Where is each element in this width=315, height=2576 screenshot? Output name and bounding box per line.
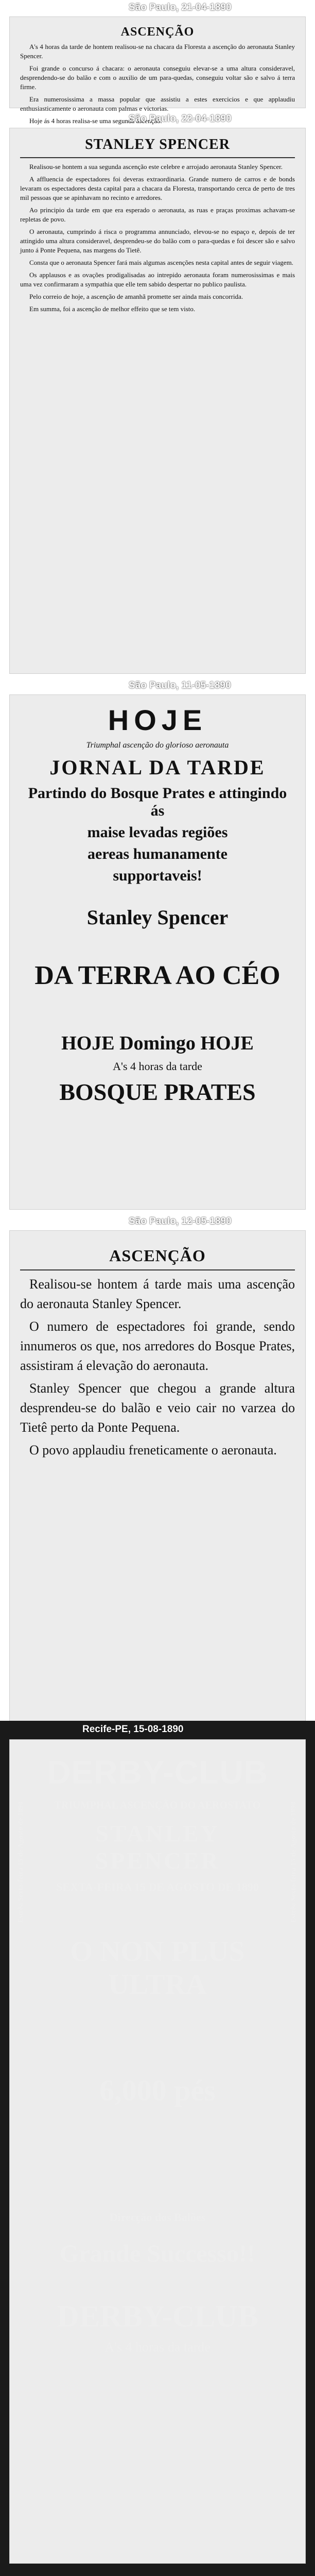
ad-line: HOJE Domingo HOJE <box>61 1032 254 1054</box>
ad-line: supportaveis! <box>113 867 202 884</box>
paragraph: Foi grande o concurso á chacara: o aeronauta conseguiu elevar-se a uma altura consideravel, desprendendo-se do balão e com o auxilio de um para-quedas, conseguiu voltar são e salvo á terra firme. <box>20 64 295 91</box>
ad-line: DERBY-CLUB <box>57 2299 258 2333</box>
paragraph: Hoje ás 4 horas realisa-se uma segunda ascenção. <box>29 117 162 125</box>
ad-line: A's 4 horas da tarde <box>113 1060 202 1073</box>
paragraph: O numero de espectadores foi grande, sendo innumeros os que, nos arredores do Bosque Prates, assistiram á elevação do aeronauta. <box>20 1319 295 1373</box>
paragraph: Pelo correio de hoje, a ascenção de amanhã promette ser ainda mais concorrida. <box>29 293 243 300</box>
paragraph: Consta que o aeronauta Spencer fará mais algumas ascenções nesta capital antes de seguir viagem. <box>29 259 293 266</box>
clip-title: STANLEY SPENCER <box>85 137 230 152</box>
ad-line: Stanley Spencer <box>86 906 229 929</box>
clipping <box>9 1230 306 1725</box>
ad-line: SEXTA-FEIRA 15 DE AGOSTO DE 1890 <box>56 1880 259 1893</box>
paragraph: Stanley Spencer que chegou a grande altura desprendeu-se do balão e veio cair no varzea do Tietê perto da Ponte Pequena. <box>20 1381 295 1435</box>
clipping <box>9 694 306 1210</box>
divider <box>20 157 295 158</box>
clip-date: São Paulo, 22-04-1890 <box>129 113 232 124</box>
ad-line: 6,000 pés <box>99 2074 216 2107</box>
side-text: Estrêa Sexta-feira 15 de Agosto de 1890 <box>290 1802 297 1923</box>
ad-line: O NON PLUS ULTRA <box>70 1936 245 2001</box>
clip-title: ASCENÇÃO <box>120 25 195 39</box>
paragraph: Ao principio da tarde em que era esperado o aeronauta, as ruas e praças proximas achavam-se repletas de povo. <box>20 206 295 223</box>
paragraph: Era numerosissima a massa popular que assistiu a estes exercicios e que applaudiu enthusiasticamente o aeronauta com palmas e victorias. <box>20 95 295 112</box>
clip-3 <box>0 680 315 1210</box>
clip-date: Recife-PE, 15-08-1890 <box>82 1724 184 1735</box>
divider <box>20 1269 295 1270</box>
ad-line: BOSQUE PRATES <box>59 1079 256 1105</box>
paragraph: Realisou-se hontem a sua segunda ascenção este celebre e arrojado aeronauta Stanley Spencer. <box>29 163 283 171</box>
paragraph: Os applausos e as ovações prodigalisadas ao intrepido aeronauta foram numerosissimas e mais uma vez confirmaram a sympathia que elle tem sabido despertar no publico paulista. <box>20 271 295 288</box>
paragraph: Realisou-se hontem á tarde mais uma ascenção do aeronauta Stanley Spencer. <box>20 1277 295 1311</box>
paragraph: O povo applaudiu freneticamente o aeronauta. <box>29 1443 277 1458</box>
ad-line: JORNAL DA TARDE <box>49 756 266 779</box>
ad-line: DA TERRA AO CÉO <box>34 961 281 990</box>
clip-2 <box>0 113 315 674</box>
ad-line: A's 4 horas da tarde <box>104 2340 211 2354</box>
clip-5 <box>0 1721 315 2576</box>
ad-line: Grande Successo!! <box>60 2240 255 2267</box>
clip-date: São Paulo, 12-05-1890 <box>129 1216 232 1227</box>
clip-title: ASCENÇÃO <box>109 1246 206 1265</box>
clip-4 <box>0 1216 315 1725</box>
clipping <box>9 1739 306 2564</box>
clip-date: São Paulo, 11-05-1890 <box>129 680 231 691</box>
side-text: Estrêa Sexta-feira 15 de Agosto de 1890 <box>17 1802 25 1923</box>
ad-line: Partindo do Bosque Prates e attingindo ás <box>28 785 287 819</box>
paragraph: Em summa, foi a ascenção de melhor effeito que se tem visto. <box>29 305 196 313</box>
ad-line: TRIUMPHAL ASCENÇÃO DO AEROSTATO <box>54 1800 261 1811</box>
paragraph: A's 4 horas da tarde de hontem realisou-se na chacara da Floresta a ascenção do aeronauta Stanley Spencer. <box>20 43 295 60</box>
ad-line: Direcção dos Balões <box>109 2211 206 2224</box>
paragraph: A affluencia de espectadores foi deveras extraordinaria. Grande numero de carros e de bonds levaram os espectadores desta capital para a chacara da Floresta, transportando cerca de perto de tres mil pessoas que se apinhavam no recinto e arredores. <box>20 175 295 201</box>
ad-line: Triumphal ascenção do glorioso aeronauta <box>86 741 229 750</box>
paragraph: O aeronauta, cumprindo á risca o programma annunciado, elevou-se no espaço e, depois de ter attingido uma altura consideravel, desprendeu-se do balão com o para-quedas e foi descer são e salvo junto á Ponte Pequena, nas margens do Tietê. <box>20 228 295 254</box>
ad-line: STANLEY SPENCER <box>95 1820 220 1874</box>
clip-date: São Paulo, 21-04-1890 <box>129 2 232 13</box>
clip-title: HOJE <box>108 704 207 736</box>
clipping <box>9 128 306 674</box>
ad-line: maise levadas regiões <box>87 824 228 841</box>
ad-line: aereas humanamente <box>87 845 227 862</box>
clip-title: DERBY-CLUB <box>47 1754 268 1791</box>
